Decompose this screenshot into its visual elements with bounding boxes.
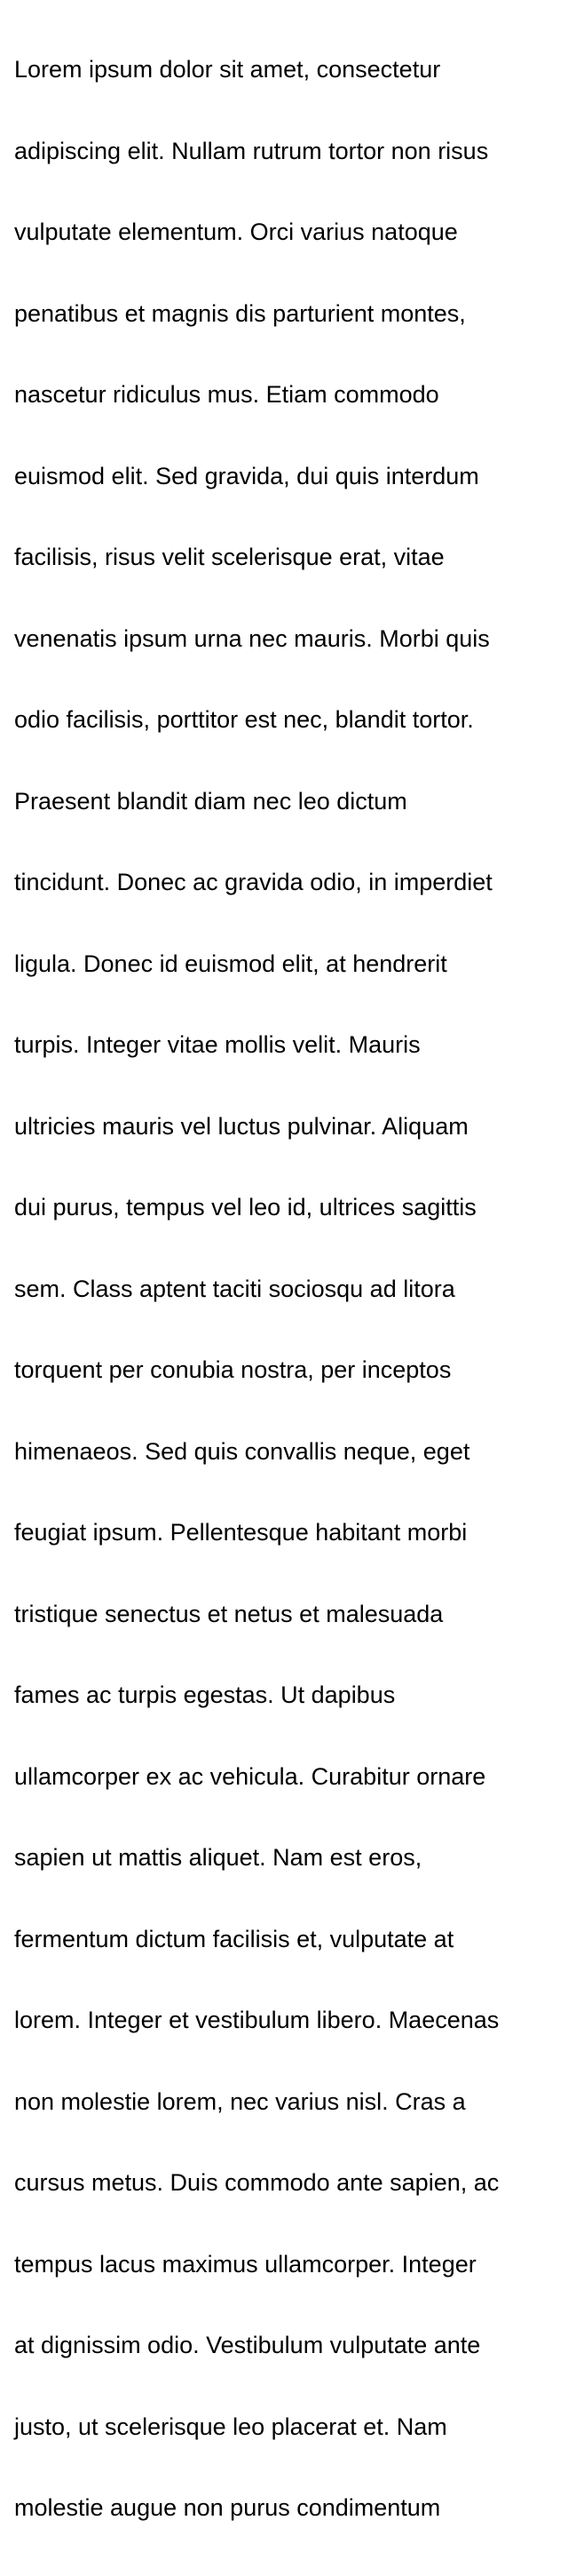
text-line: turpis. Integer vitae mollis velit. Mauris xyxy=(14,1031,421,1058)
text-line: nascetur ridiculus mus. Etiam commodo xyxy=(14,381,439,408)
text-line: justo, ut scelerisque leo placerat et. Nam xyxy=(14,2413,447,2440)
text-line: Lorem ipsum dolor sit amet, consectetur xyxy=(14,56,441,83)
text-line: fames ac turpis egestas. Ut dapibus xyxy=(14,1682,396,1708)
text-line: odio facilisis, porttitor est nec, blandit tortor. xyxy=(14,706,474,733)
text-line: at dignissim odio. Vestibulum vulputate ante xyxy=(14,2332,481,2358)
text-line: adipiscing elit. Nullam rutrum tortor non risus xyxy=(14,137,489,164)
body-paragraph xyxy=(14,2,556,2576)
text-line: tincidunt. Donec ac gravida odio, in imperdiet xyxy=(14,869,493,895)
text-line: tristique senectus et netus et malesuada xyxy=(14,1600,444,1627)
text-line: Praesent blandit diam nec leo dictum xyxy=(14,787,407,815)
text-line: dui purus, tempus vel leo id, ultrices sagittis xyxy=(14,1194,477,1220)
text-line: vulputate elementum. Orci varius natoque xyxy=(14,219,458,245)
text-line: non molestie lorem, nec varius nisl. Cras a xyxy=(14,2087,466,2115)
text-line: sapien ut mattis aliquet. Nam est eros, xyxy=(14,1844,422,1871)
text-line: cursus metus. Duis commodo ante sapien, ac xyxy=(14,2169,500,2196)
text-line: lorem. Integer et vestibulum libero. Maecenas xyxy=(14,2007,500,2033)
text-line: facilisis, risus velit scelerisque erat, vitae xyxy=(14,544,445,570)
text-line: feugiat ipsum. Pellentesque habitant morbi xyxy=(14,1519,468,1546)
text-line: euismod elit. Sed gravida, dui quis interdum xyxy=(14,462,479,489)
text-line: torquent per conubia nostra, per inceptos xyxy=(14,1356,452,1383)
text-line: ullamcorper ex ac vehicula. Curabitur ornare xyxy=(14,1762,486,1790)
text-line: tempus lacus maximus ullamcorper. Integer xyxy=(14,2250,477,2278)
text-line: himenaeos. Sed quis convallis neque, eget xyxy=(14,1437,470,1465)
text-line: ligula. Donec id euismod elit, at hendrerit xyxy=(14,950,447,977)
text-line: penatibus et magnis dis parturient montes, xyxy=(14,299,466,327)
text-line: sem. Class aptent taciti sociosqu ad litora xyxy=(14,1275,455,1302)
text-line: ultricies mauris vel luctus pulvinar. Aliquam xyxy=(14,1112,469,1140)
text-line: molestie augue non purus condimentum xyxy=(14,2494,441,2521)
text-line: venenatis ipsum urna nec mauris. Morbi quis xyxy=(14,624,490,652)
text-line: fermentum dictum facilisis et, vulputate at xyxy=(14,1925,454,1952)
